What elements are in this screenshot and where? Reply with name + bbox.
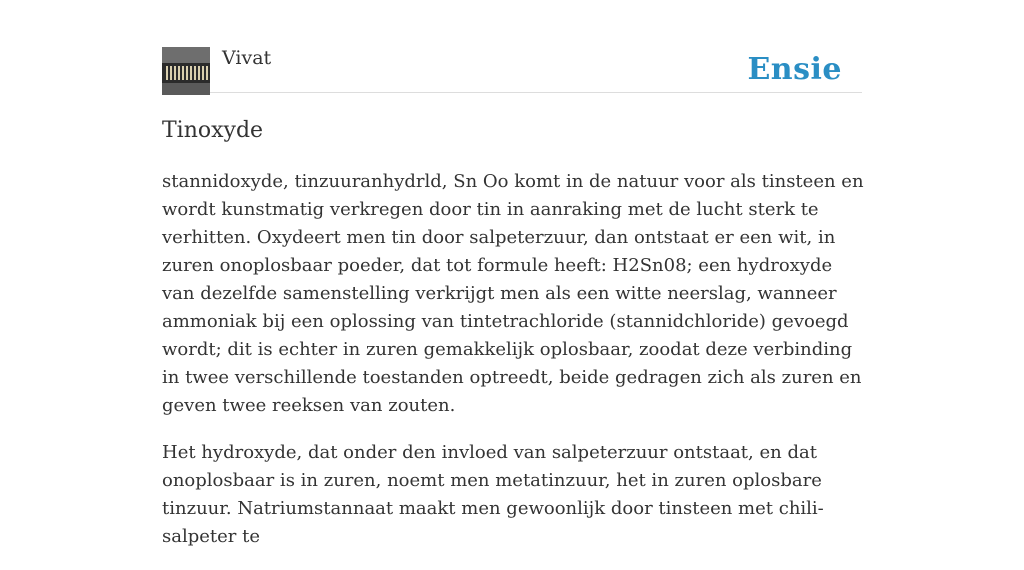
article-paragraph: stannidoxyde, tinzuuranhydrld, Sn Oo komt in de natuur voor als tinsteen en wordt kunstmatig verkregen door tin in aanraking met de lucht sterk te verhitten. Oxydeert men tin door salpeterzuur, dan ontstaat er een wit, in zuren onoplosbaar poeder, dat tot formule heeft: H2Sn08; een hydroxyde van dezelfde samenstelling verkrijgt men als een witte neerslag, wanneer ammoniak bij een oplossing van tintetrachloride (stannidchloride) gevoegd wordt; dit is echter in zuren gemakkelijk oplosbaar, zoodat deze verbinding in twee verschillende toestanden optreedt, beide gedragen zich als zuren en geven twee reeksen van zouten. xyxy=(162,171,864,416)
article-title: Tinoxyde xyxy=(162,118,264,143)
article-paragraph: Het hydroxyde, dat onder den invloed van salpeterzuur ontstaat, en dat onoplosbaar is in zuren, noemt men metatinzuur, het in zuren oplosbare tinzuur. Natriumstannaat maakt men gewoonlijk door tinsteen met chili-salpeter te xyxy=(162,442,824,547)
book-spines-icon xyxy=(162,47,210,95)
article-body xyxy=(162,168,867,570)
brand-logo[interactable]: Ensie xyxy=(747,52,842,87)
author-avatar[interactable] xyxy=(162,47,210,95)
header xyxy=(162,46,862,93)
author-name[interactable]: Vivat xyxy=(222,47,272,69)
